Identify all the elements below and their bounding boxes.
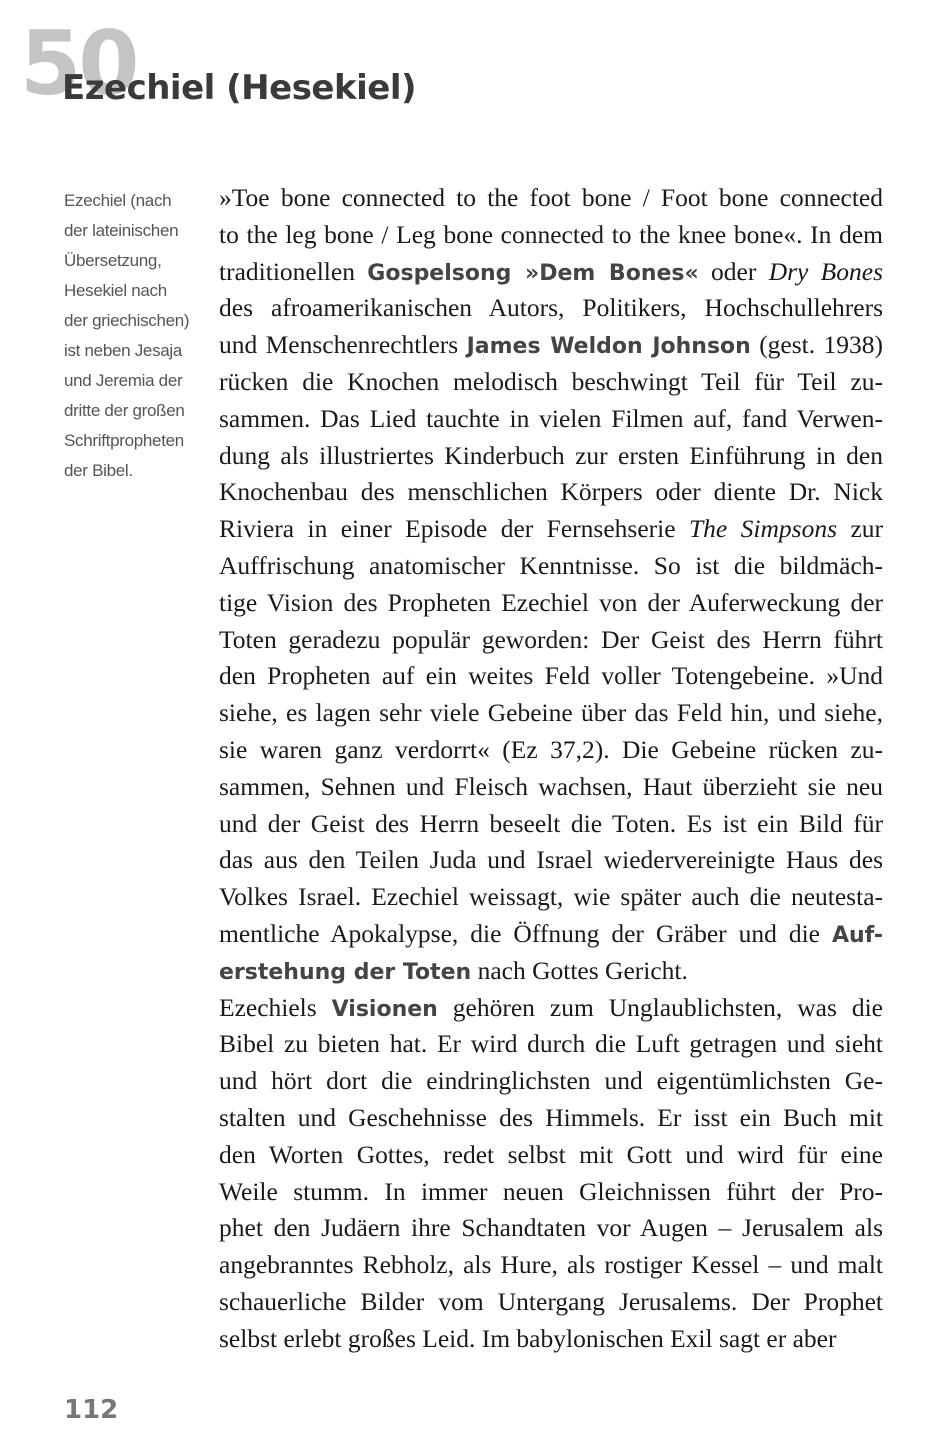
body-line: »Toe bone connected to the foot bone / Foot bone connected (219, 183, 883, 212)
page-number: 112 (64, 1395, 119, 1425)
body-line: tige Vision des Propheten Ezechiel von der Auferweckung der (219, 587, 883, 617)
sidenote-line: dritte der großen (64, 401, 185, 420)
body-line: siehe, es lagen sehr viele Gebeine über das Feld hin, und siehe, (219, 698, 883, 728)
keyword: Visionen (331, 996, 438, 1022)
body-line: Knochenbau des menschlichen Körpers oder diente Dr. Nick (219, 477, 883, 507)
body-line: Bibel zu bieten hat. Er wird durch die Luft getragen und sieht (219, 1029, 883, 1059)
body-line: selbst erlebt großes Leid. Im babylonischen Exil sagt er aber (219, 1323, 837, 1353)
sidenote-line: der Bibel. (64, 461, 133, 480)
keyword: erstehung der Toten (219, 959, 472, 985)
body-line: Auffrischung anatomischer Kenntnisse. So ist die bildmäch- (219, 550, 883, 580)
sidenote-line: und Jeremia der (64, 371, 183, 390)
keyword: James Weldon Johnson (466, 334, 751, 360)
body-line: sammen. Das Lied tauchte in vielen Filmen auf, fand Verwen- (219, 403, 883, 433)
body-line: sie waren ganz verdorrt« (Ez 37,2). Die Gebeine rücken zu- (219, 734, 883, 764)
chapter-number: 50 (20, 12, 137, 115)
sidenote (64, 186, 199, 486)
body-line: sammen, Sehnen und Fleisch wachsen, Haut überzieht sie neu (219, 771, 883, 801)
body-line: to the leg bone / Leg bone connected to the knee bone«. In dem (219, 219, 883, 249)
keyword: Gospelsong »Dem Bones« (367, 260, 699, 286)
body-line: den Propheten auf ein weites Feld voller Totengebeine. »Und (219, 661, 883, 691)
sidenote-line: der lateinischen (64, 221, 179, 240)
sidenote-line: der griechischen) (64, 311, 190, 330)
keyword: Auf- (831, 922, 883, 948)
body-line: phet den Judäern ihre Schandtaten vor Augen – Jerusalem als (219, 1213, 883, 1243)
sidenote-line: ist neben Jesaja (64, 341, 183, 360)
body-text (219, 180, 883, 1358)
body-line: erstehung der Toten nach Gottes Gericht. (219, 955, 688, 985)
body-line: dung als illustriertes Kinderbuch zur ersten Einführung in den (219, 440, 883, 470)
body-line: das aus den Teilen Juda und Israel wiedervereinigte Haus des (219, 845, 883, 875)
italic-title: Dry Bones (768, 256, 883, 286)
sidenote-line: Ezechiel (nach (64, 191, 172, 210)
body-line: und der Geist des Herrn beseelt die Toten. Es ist ein Bild für (219, 808, 883, 838)
body-line: und hört dort die eindringlichsten und eigentümlichsten Ge- (219, 1066, 883, 1096)
body-line: Weile stumm. In immer neuen Gleichnissen führt der Pro- (219, 1176, 883, 1206)
body-line: Ezechiels Visionen gehören zum Unglaublichsten, was die (219, 992, 883, 1022)
sidenote-line: Übersetzung, (64, 251, 162, 270)
body-line: schauerliche Bilder vom Untergang Jerusalems. Der Prophet (219, 1286, 883, 1316)
body-line: mentliche Apokalypse, die Öffnung der Gräber und die Auf- (219, 918, 883, 948)
body-line: stalten und Geschehnisse des Himmels. Er isst ein Buch mit (219, 1102, 883, 1132)
body-line: traditionellen Gospelsong »Dem Bones« oder Dry Bones (219, 256, 883, 286)
body-line: Riviera in einer Episode der Fernsehserie The Simpsons zur (219, 514, 883, 544)
body-line: Toten geradezu populär geworden: Der Geist des Herrn führt (219, 624, 883, 654)
body-line: rücken die Knochen melodisch beschwingt Teil für Teil zu- (219, 366, 883, 396)
body-line: den Worten Gottes, redet selbst mit Gott und wird für eine (219, 1139, 883, 1169)
body-line: des afroamerikanischen Autors, Politikers, Hochschullehrers (219, 293, 883, 323)
body-line: angebranntes Rebholz, als Hure, als rostiger Kessel – und malt (219, 1250, 883, 1280)
sidenote-line: Hesekiel nach (64, 281, 167, 300)
chapter-title: Ezechiel (Hesekiel) (62, 68, 417, 108)
body-line: und Menschenrechtlers James Weldon Johnson (gest. 1938) (219, 330, 883, 360)
body-line: Volkes Israel. Ezechiel weissagt, wie später auch die neutesta- (219, 882, 883, 912)
sidenote-line: Schriftpropheten (64, 431, 184, 450)
italic-title: The Simpsons (688, 514, 838, 544)
